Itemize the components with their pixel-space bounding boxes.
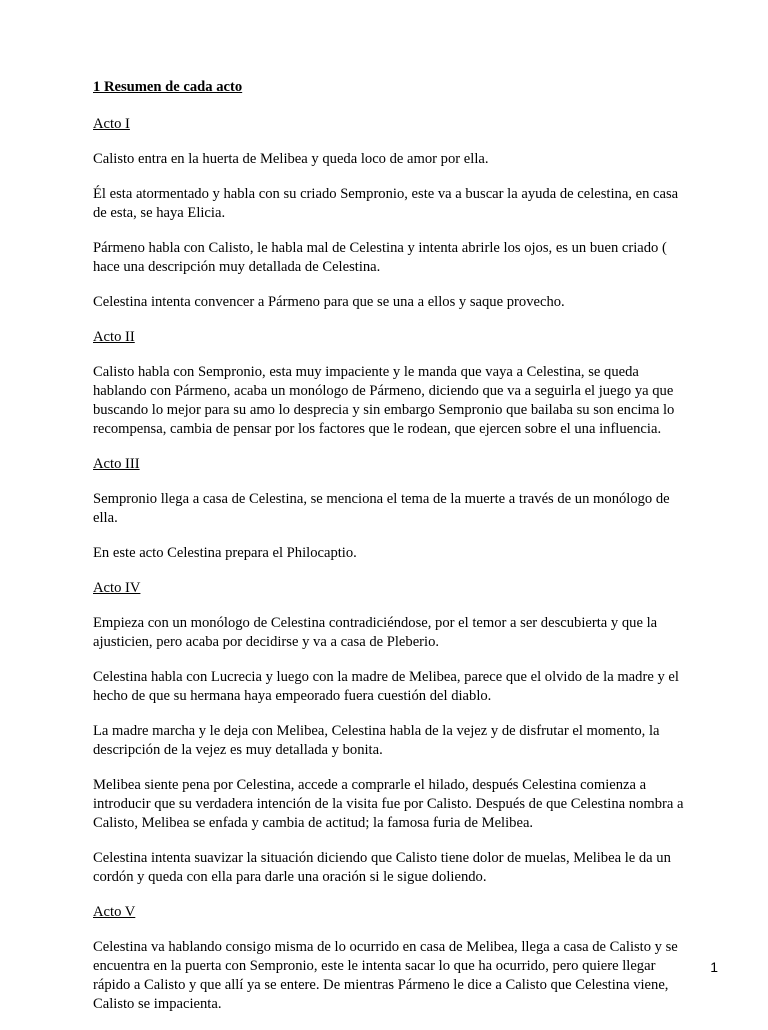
paragraph: Celestina intenta convencer a Pármeno para que se una a ellos y saque provecho. [93, 294, 565, 310]
paragraph: Celestina va hablando consigo misma de lo ocurrido en casa de Melibea, llega a casa de Calisto y se encuentra en la puerta con Sempronio, este le intenta sacar lo que ha ocurrido, pero quiere llegar rápido a Calisto y que allí ya se entere. De mientras Pármeno le dice a Calisto que Celestina viene, Calisto se impacienta. [93, 939, 678, 1012]
paragraph: Celestina habla con Lucrecia y luego con la madre de Melibea, parece que el olvido de la madre y el hecho de que su hermana haya empeorado fuera cuestión del diablo. [93, 669, 679, 704]
paragraph: Pármeno habla con Calisto, le habla mal de Celestina y intenta abrirle los ojos, es un buen criado ( hace una descripción muy detallada de Celestina. [93, 240, 667, 275]
section-heading: Acto I [93, 116, 130, 132]
paragraph: Calisto entra en la huerta de Melibea y queda loco de amor por ella. [93, 151, 489, 167]
section-acto-4 [93, 579, 693, 887]
document-body [93, 78, 693, 1030]
section-acto-5 [93, 903, 693, 1014]
section-heading: Acto V [93, 904, 136, 920]
paragraph: Él esta atormentado y habla con su criado Sempronio, este va a buscar la ayuda de celestina, en casa de esta, se haya Elicia. [93, 186, 679, 221]
paragraph: La madre marcha y le deja con Melibea, Celestina habla de la vejez y de disfrutar el momento, la descripción de la vejez es muy detallada y bonita. [93, 723, 660, 758]
section-heading: Acto IV [93, 580, 141, 596]
paragraph: En este acto Celestina prepara el Philocaptio. [93, 545, 357, 561]
paragraph: Sempronio llega a casa de Celestina, se menciona el tema de la muerte a través de un monólogo de ella. [93, 491, 670, 526]
page-number: 1 [710, 959, 718, 975]
paragraph: Melibea siente pena por Celestina, accede a comprarle el hilado, después Celestina comienza a introducir que su verdadera intención de la visita fue por Calisto. Después de que Celestina nombra a Calisto, Melibea se enfada y cambia de actitud; la famosa furia de Melibea. [93, 777, 684, 831]
paragraph: Empieza con un monólogo de Celestina contradiciéndose, por el temor a ser descubierta y que la ajusticien, pero acaba por decidirse y va a casa de Pleberio. [93, 615, 658, 650]
section-acto-1 [93, 115, 693, 312]
section-acto-2 [93, 328, 693, 439]
document-title: 1 Resumen de cada acto [93, 79, 243, 95]
paragraph: Celestina intenta suavizar la situación diciendo que Calisto tiene dolor de muelas, Melibea le da un cordón y queda con ella para darle una oración si le sigue doliendo. [93, 850, 671, 885]
paragraph: Calisto habla con Sempronio, esta muy impaciente y le manda que vaya a Celestina, se queda hablando con Pármeno, acaba un monólogo de Pármeno, diciendo que va a seguirla el juego ya que buscando lo mejor para su amo lo desprecia y sin embargo Sempronio que bailaba su son encima lo recompensa, cambia de pensar por los factores que le rodean, que ejercen sobre el una influencia. [93, 364, 675, 437]
section-heading: Acto III [93, 456, 140, 472]
section-heading: Acto II [93, 329, 135, 345]
section-acto-3 [93, 455, 693, 563]
